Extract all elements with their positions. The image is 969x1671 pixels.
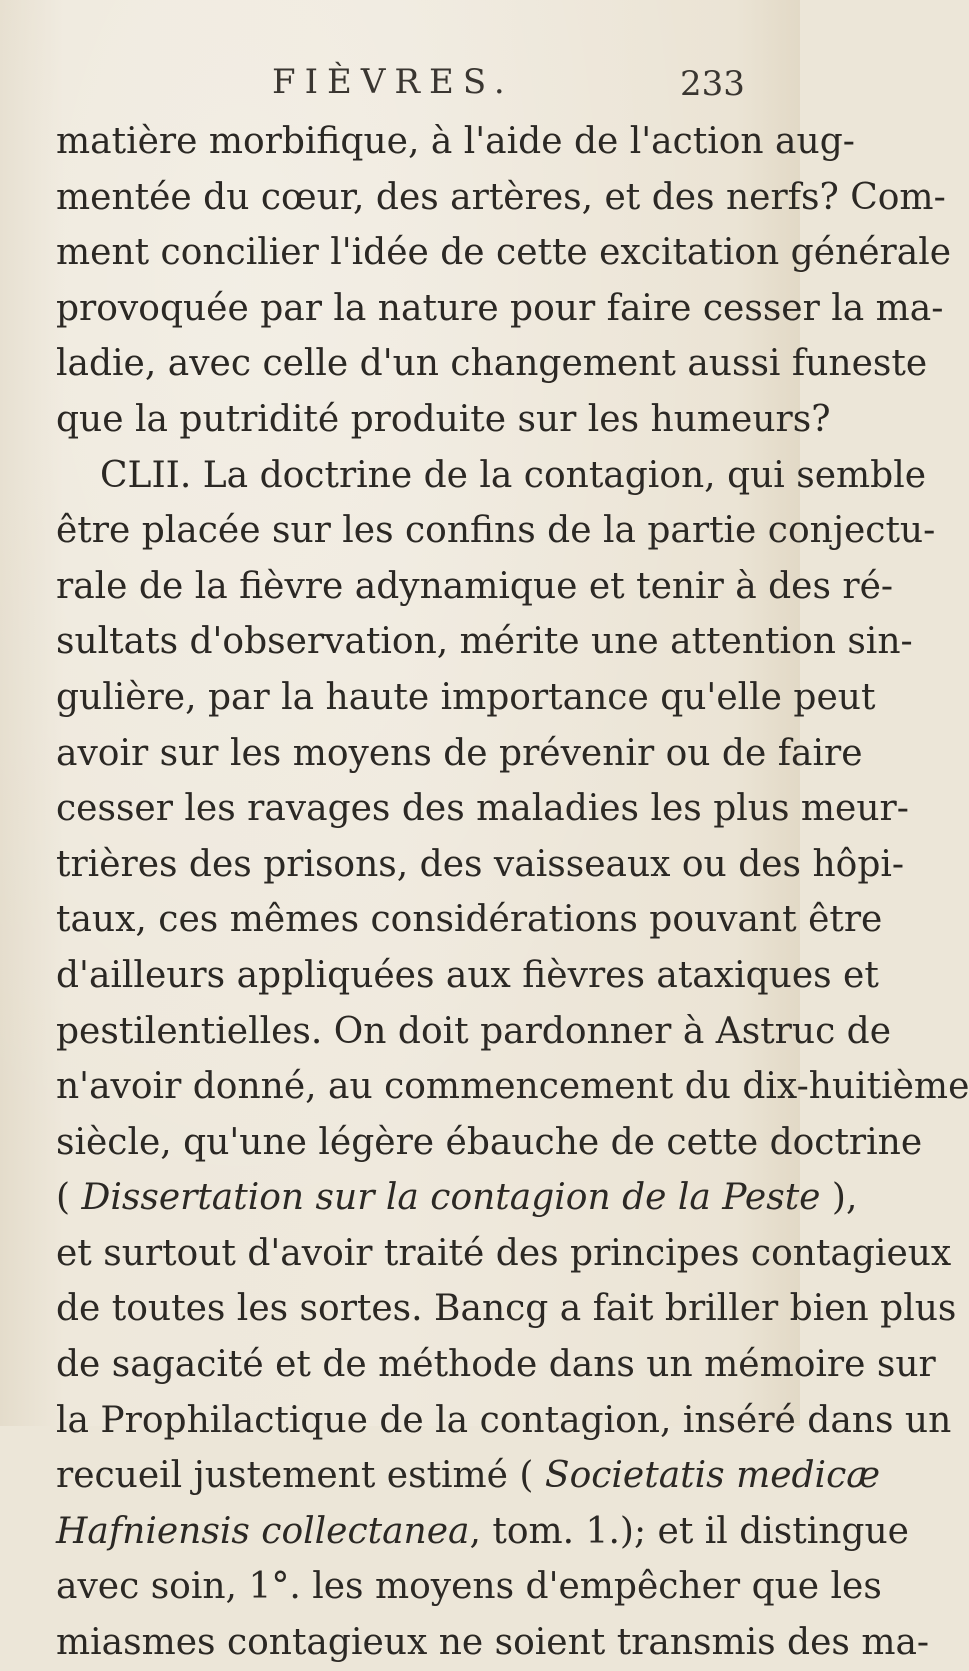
text-line: avec soin, 1°. les moyens d'empêcher que les [56,1566,882,1608]
text-line: taux, ces mêmes considérations pouvant être [56,899,883,941]
italic-title: Societatis medicæ [544,1455,881,1497]
text-line: gulière, par la haute importance qu'elle peut [56,676,876,718]
text-line: et surtout d'avoir traité des principes contagieux [56,1232,952,1274]
text-line: être placée sur les confins de la partie conjectu- [56,510,936,552]
paragraph-start-line: CLII. La doctrine de la contagion, qui semble [100,454,927,496]
page-header [0,62,800,112]
text-line: mentée du cœur, des artères, et des nerfs? Com- [56,176,946,218]
text-line: trières des prisons, des vaisseaux ou des hôpi- [56,843,905,885]
text-line: de toutes les sortes. Bancg a fait briller bien plus [56,1288,957,1330]
running-title: FIÈVRES. [272,62,514,102]
text-line: provoquée par la nature pour faire cesser la ma- [56,287,944,329]
page-number: 233 [680,64,745,104]
text-line: ladie, avec celle d'un changement aussi funeste [56,343,928,385]
text-line-with-italic [56,1448,881,1504]
text-line-with-italic [56,1170,858,1226]
text-segment: recueil justement estimé ( [56,1455,534,1497]
italic-title: Dissertation sur la contagion de la Peste [81,1177,821,1219]
text-line: matière morbifique, à l'aide de l'action aug- [56,121,855,162]
text-line: siècle, qu'une légère ébauche de cette doctrine [56,1121,923,1163]
text-line-with-italic [56,1504,909,1560]
text-line: rale de la fièvre adynamique et tenir à des ré- [56,565,894,607]
text-segment: ), [831,1177,858,1219]
body-text [56,114,969,1671]
text-segment: ( [56,1177,71,1219]
text-line: que la putridité produite sur les humeurs? [56,398,831,440]
italic-title: Hafniensis collectanea [56,1510,470,1552]
text-line: pestilentielles. On doit pardonner à Astruc de [56,1010,892,1052]
text-line: ment concilier l'idée de cette excitation générale [56,232,952,274]
text-line: de sagacité et de méthode dans un mémoire sur [56,1344,936,1386]
text-line: la Prophilactique de la contagion, inséré dans un [56,1399,952,1441]
text-line: cesser les ravages des maladies les plus meur- [56,788,909,830]
text-line: n'avoir donné, au commencement du dix-huitième [56,1066,969,1108]
text-line: miasmes contagieux ne soient transmis des ma- [56,1622,930,1664]
text-line: sultats d'observation, mérite une attention sin- [56,621,913,663]
text-segment: , tom. 1.); et il distingue [469,1510,909,1552]
text-line: d'ailleurs appliquées aux fièvres ataxiques et [56,954,879,996]
text-line: avoir sur les moyens de prévenir ou de faire [56,732,863,774]
